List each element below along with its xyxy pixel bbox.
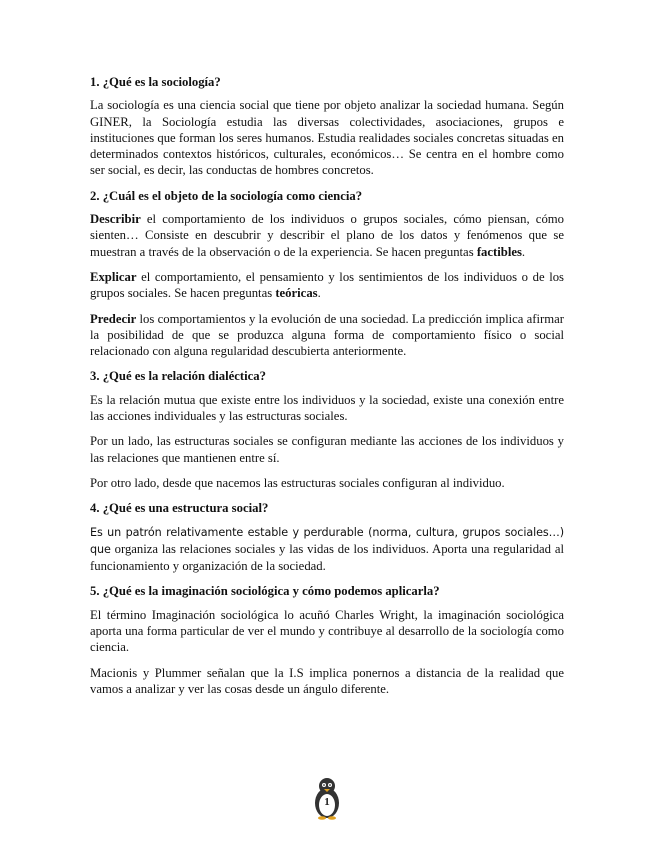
explicar-text: el comportamiento, el pensamiento y los sentimientos de los individuos o de los grupos sociales. Se hacen preguntas	[90, 269, 564, 301]
section-heading-2: 2. ¿Cuál es el objeto de la sociología como ciencia?	[90, 188, 363, 203]
paragraph: Es la relación mutua que existe entre los individuos y la sociedad, existe una conexión entre las acciones individuales y las estructuras sociales.	[90, 392, 564, 424]
page-number: 1	[324, 796, 330, 808]
paragraph: Por un lado, las estructuras sociales se configuran mediante las acciones de los individuos y las relaciones que mantienen entre sí.	[90, 434, 564, 465]
section-heading-4: 4. ¿Qué es una estructura social?	[90, 501, 269, 516]
describir-text: el comportamiento de los individuos o grupos sociales, cómo piensan, cómo sienten… Consiste en descubrir y describir el plano de los datos y fenómenos que se muestran a través de la observación o de la experiencia. Se hacen preguntas	[90, 212, 564, 259]
predecir-paragraph	[90, 311, 564, 360]
estructura-text: organiza las relaciones sociales y las vidas de los individuos. Aporta una regularidad al funcionamiento y organización de la sociedad.	[90, 541, 564, 574]
emph-teoricas: teóricas	[275, 286, 318, 301]
estructura-paragraph	[90, 524, 564, 575]
paragraph: El término Imaginación sociológica lo acuñó Charles Wright, la imaginación sociológica aporta una forma particular de ver el mundo y contribuye al desarrollo de la sociología como ciencia.	[90, 607, 564, 655]
term-explicar: Explicar	[90, 269, 137, 284]
section-heading-3: 3. ¿Qué es la relación dialéctica?	[90, 369, 266, 384]
sans-text: Es un patrón relativamente estable y perdurable (norma, cultura, grupos sociales…) que	[90, 525, 564, 556]
paragraph: Macionis y Plummer señalan que la I.S implica ponernos a distancia de la realidad que vamos a analizar y ver las cosas desde un ángulo diferente.	[90, 665, 564, 696]
term-describir: Describir	[90, 212, 141, 227]
term-predecir: Predecir	[90, 311, 137, 326]
describir-end: .	[521, 244, 526, 259]
paragraph: La sociología es una ciencia social que tiene por objeto analizar la sociedad humana. Según GINER, la Sociología estudia las diversas colectividades, asociaciones, grupos e instituciones que forman los seres humanos. Estudia realidades sociales concretas situadas en determinados contextos históricos, culturales, económicos… Se centra en el hombre como ser social, es decir, las conductas de hombres concretos.	[90, 98, 564, 178]
describir-paragraph	[90, 211, 564, 260]
section-heading-5: 5. ¿Qué es la imaginación sociológica y cómo podemos aplicarla?	[90, 584, 440, 599]
document-body	[90, 74, 564, 706]
paragraph: Por otro lado, desde que nacemos las estructuras sociales configuran al individuo.	[90, 475, 505, 490]
explicar-paragraph	[90, 269, 564, 302]
explicar-end: .	[317, 286, 321, 301]
page-footer	[312, 776, 342, 820]
section-heading-1: 1. ¿Qué es la sociología?	[90, 75, 221, 89]
predecir-text: los comportamientos y la evolución de una sociedad. La predicción implica afirmar la posibilidad de que se produzca alguna forma de comportamiento físico o social relacionado con alguna regularidad descubierta anteriormente.	[90, 311, 564, 359]
emph-factibles: factibles	[476, 244, 522, 259]
